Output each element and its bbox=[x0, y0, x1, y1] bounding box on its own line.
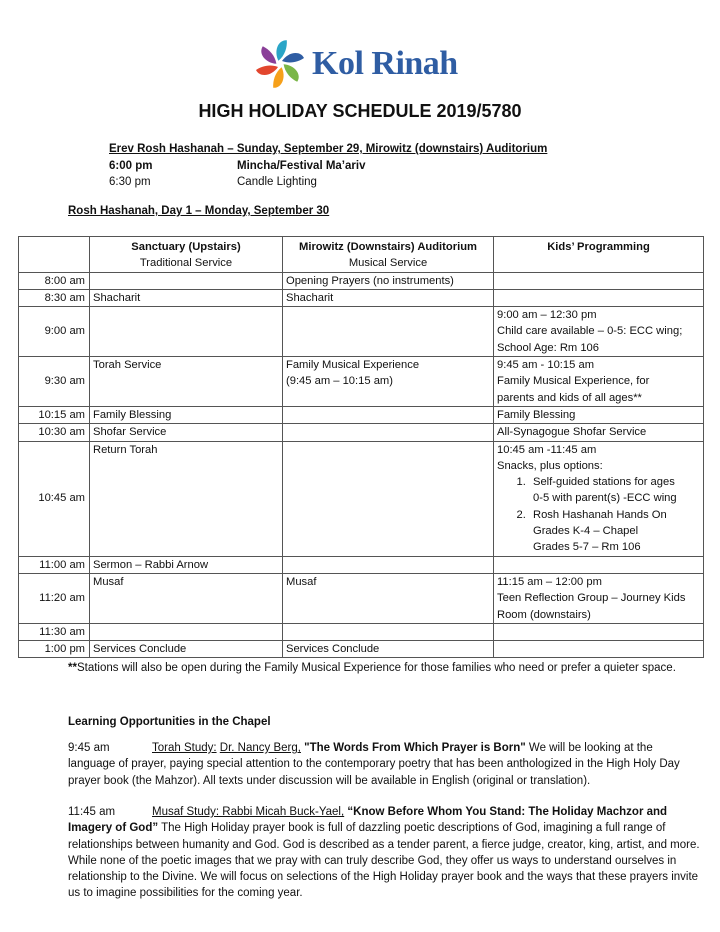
row-time: 10:30 am bbox=[19, 424, 90, 441]
kids-options-list bbox=[497, 474, 700, 555]
session-desc: The High Holiday prayer book is full of dazzling poetic descriptions of God, imagining a full range of relationships between humanity and God. God is described as a tender parent, a fierce judge, creator, king, artist, and more. While none of the poetic images that we pray with can truly describe God, they offer us ways to understand ourselves in relationship to the Divine. We will focus on selections of the High Holiday prayer book and the ways that these prayers invite us to imagine possibilities for the coming year. bbox=[68, 822, 700, 900]
table-row bbox=[19, 357, 704, 407]
kids-cell bbox=[494, 556, 704, 573]
page-title: HIGH HOLIDAY SCHEDULE 2019/5780 bbox=[198, 101, 522, 121]
sanctuary-cell: Return Torah bbox=[90, 441, 283, 556]
erev-row bbox=[109, 158, 547, 175]
session-label: Torah Study: bbox=[152, 742, 217, 754]
list-item: 2. Rosh Hashanah Hands On Grades K-4 – Chapel Grades 5-7 – Rm 106 bbox=[529, 507, 700, 556]
table-row bbox=[19, 556, 704, 573]
row-time: 10:45 am bbox=[19, 441, 90, 556]
mirowitz-cell: Shacharit bbox=[283, 289, 494, 306]
mirowitz-cell: Musaf bbox=[283, 573, 494, 623]
erev-label: Mincha/Festival Ma’ariv bbox=[237, 159, 366, 172]
schedule-table bbox=[18, 236, 704, 658]
row-time: 9:00 am bbox=[19, 307, 90, 357]
mirowitz-cell: Opening Prayers (no instruments) bbox=[283, 272, 494, 289]
header-mirowitz: Mirowitz (Downstairs) Auditorium Musical Service bbox=[283, 237, 494, 273]
table-row bbox=[19, 272, 704, 289]
sanctuary-cell: Family Blessing bbox=[90, 406, 283, 423]
erev-section bbox=[109, 141, 547, 191]
kids-cell: 9:45 am - 10:15 am Family Musical Experience, for parents and kids of all ages** bbox=[494, 357, 704, 407]
logo-petal bbox=[282, 60, 301, 84]
session-speaker: Dr. Nancy Berg, bbox=[219, 742, 301, 754]
row-time: 11:20 am bbox=[19, 573, 90, 623]
mirowitz-cell bbox=[283, 623, 494, 640]
kids-cell: 11:15 am – 12:00 pm Teen Reflection Group – Journey Kids Room (downstairs) bbox=[494, 573, 704, 623]
table-header-row bbox=[19, 237, 704, 273]
sanctuary-cell: Shofar Service bbox=[90, 424, 283, 441]
sanctuary-cell bbox=[90, 272, 283, 289]
row-time: 8:00 am bbox=[19, 272, 90, 289]
session-musaf-study bbox=[68, 804, 700, 902]
kids-cell bbox=[494, 641, 704, 658]
note-text: Stations will also be open during the Family Musical Experience for those families who need or prefer a quieter space. bbox=[76, 662, 676, 674]
header-sanctuary: Sanctuary (Upstairs) Traditional Service bbox=[90, 237, 283, 273]
mirowitz-cell bbox=[283, 556, 494, 573]
session-title: "The Words From Which Prayer is Born" bbox=[304, 742, 526, 754]
kids-cell bbox=[494, 272, 704, 289]
row-time: 9:30 am bbox=[19, 357, 90, 407]
erev-label: Candle Lighting bbox=[237, 176, 317, 188]
table-row bbox=[19, 307, 704, 357]
row-time: 8:30 am bbox=[19, 289, 90, 306]
logo-petal bbox=[258, 44, 277, 68]
mirowitz-cell bbox=[283, 424, 494, 441]
flower-logo-icon bbox=[254, 38, 306, 90]
stations-note bbox=[68, 660, 690, 677]
erev-heading: Erev Rosh Hashanah – Sunday, September 29, Mirowitz (downstairs) Auditorium bbox=[109, 143, 548, 155]
session-torah-study bbox=[68, 740, 700, 789]
mirowitz-cell bbox=[283, 441, 494, 556]
erev-time: 6:30 pm bbox=[109, 176, 151, 188]
logo-petal bbox=[256, 66, 278, 75]
sanctuary-cell: Shacharit bbox=[90, 289, 283, 306]
kids-cell bbox=[494, 623, 704, 640]
kids-cell: 10:45 am -11:45 am Snacks, plus options: 1. Self-guided stations for ages 0-5 with parent(s) -ECC wing 2. Rosh Hashanah Hands On Grades K-4 – Chapel Grades 5-7 – Rm 106 bbox=[494, 441, 704, 556]
sanctuary-cell: Sermon – Rabbi Arnow bbox=[90, 556, 283, 573]
session-time: 11:45 am bbox=[68, 806, 116, 818]
session-title: “Know Before Whom You Stand: The Holiday Machzor and Imagery of God” bbox=[68, 806, 668, 835]
table-row bbox=[19, 623, 704, 640]
mirowitz-cell bbox=[283, 307, 494, 357]
logo-petal bbox=[282, 53, 304, 62]
kids-cell: Family Blessing bbox=[494, 406, 704, 423]
sanctuary-cell bbox=[90, 623, 283, 640]
session-label: Musaf Study: Rabbi Micah Buck-Yael, bbox=[152, 806, 345, 818]
table-row bbox=[19, 289, 704, 306]
row-time: 11:00 am bbox=[19, 556, 90, 573]
kids-cell bbox=[494, 289, 704, 306]
mirowitz-cell bbox=[283, 406, 494, 423]
table-row bbox=[19, 424, 704, 441]
sanctuary-cell: Musaf bbox=[90, 573, 283, 623]
table-row bbox=[19, 441, 704, 556]
row-time: 1:00 pm bbox=[19, 641, 90, 658]
mirowitz-cell: Family Musical Experience (9:45 am – 10:15 am) bbox=[283, 357, 494, 407]
row-time: 10:15 am bbox=[19, 406, 90, 423]
sanctuary-cell: Services Conclude bbox=[90, 641, 283, 658]
row-time: 11:30 am bbox=[19, 623, 90, 640]
session-desc: We will be looking at the language of prayer, paying special attention to the contemporary poetry that has been anthologized in the High Holy Day prayer book (the Mahzor). All texts under discussion will be available in English (original or translation). bbox=[68, 742, 680, 787]
sanctuary-cell: Torah Service bbox=[90, 357, 283, 407]
header-kids: Kids’ Programming bbox=[494, 237, 704, 273]
session-time: 9:45 am bbox=[68, 742, 110, 754]
list-item: 1. Self-guided stations for ages 0-5 with parent(s) -ECC wing bbox=[529, 474, 700, 507]
erev-time: 6:00 pm bbox=[109, 159, 153, 172]
erev-row bbox=[109, 174, 547, 191]
kol-rinah-logo bbox=[254, 38, 458, 90]
mirowitz-cell: Services Conclude bbox=[283, 641, 494, 658]
learning-heading: Learning Opportunities in the Chapel bbox=[68, 716, 271, 728]
kids-cell: 9:00 am – 12:30 pm Child care available – 0-5: ECC wing; School Age: Rm 106 bbox=[494, 307, 704, 357]
sanctuary-cell bbox=[90, 307, 283, 357]
kids-cell: All-Synagogue Shofar Service bbox=[494, 424, 704, 441]
header-time-cell bbox=[19, 237, 90, 273]
table-row bbox=[19, 641, 704, 658]
day1-heading: Rosh Hashanah, Day 1 – Monday, September 30 bbox=[68, 205, 330, 217]
table-row bbox=[19, 406, 704, 423]
table-row bbox=[19, 573, 704, 623]
note-mark: ** bbox=[68, 662, 77, 674]
logo-text: Kol Rinah bbox=[312, 45, 458, 82]
